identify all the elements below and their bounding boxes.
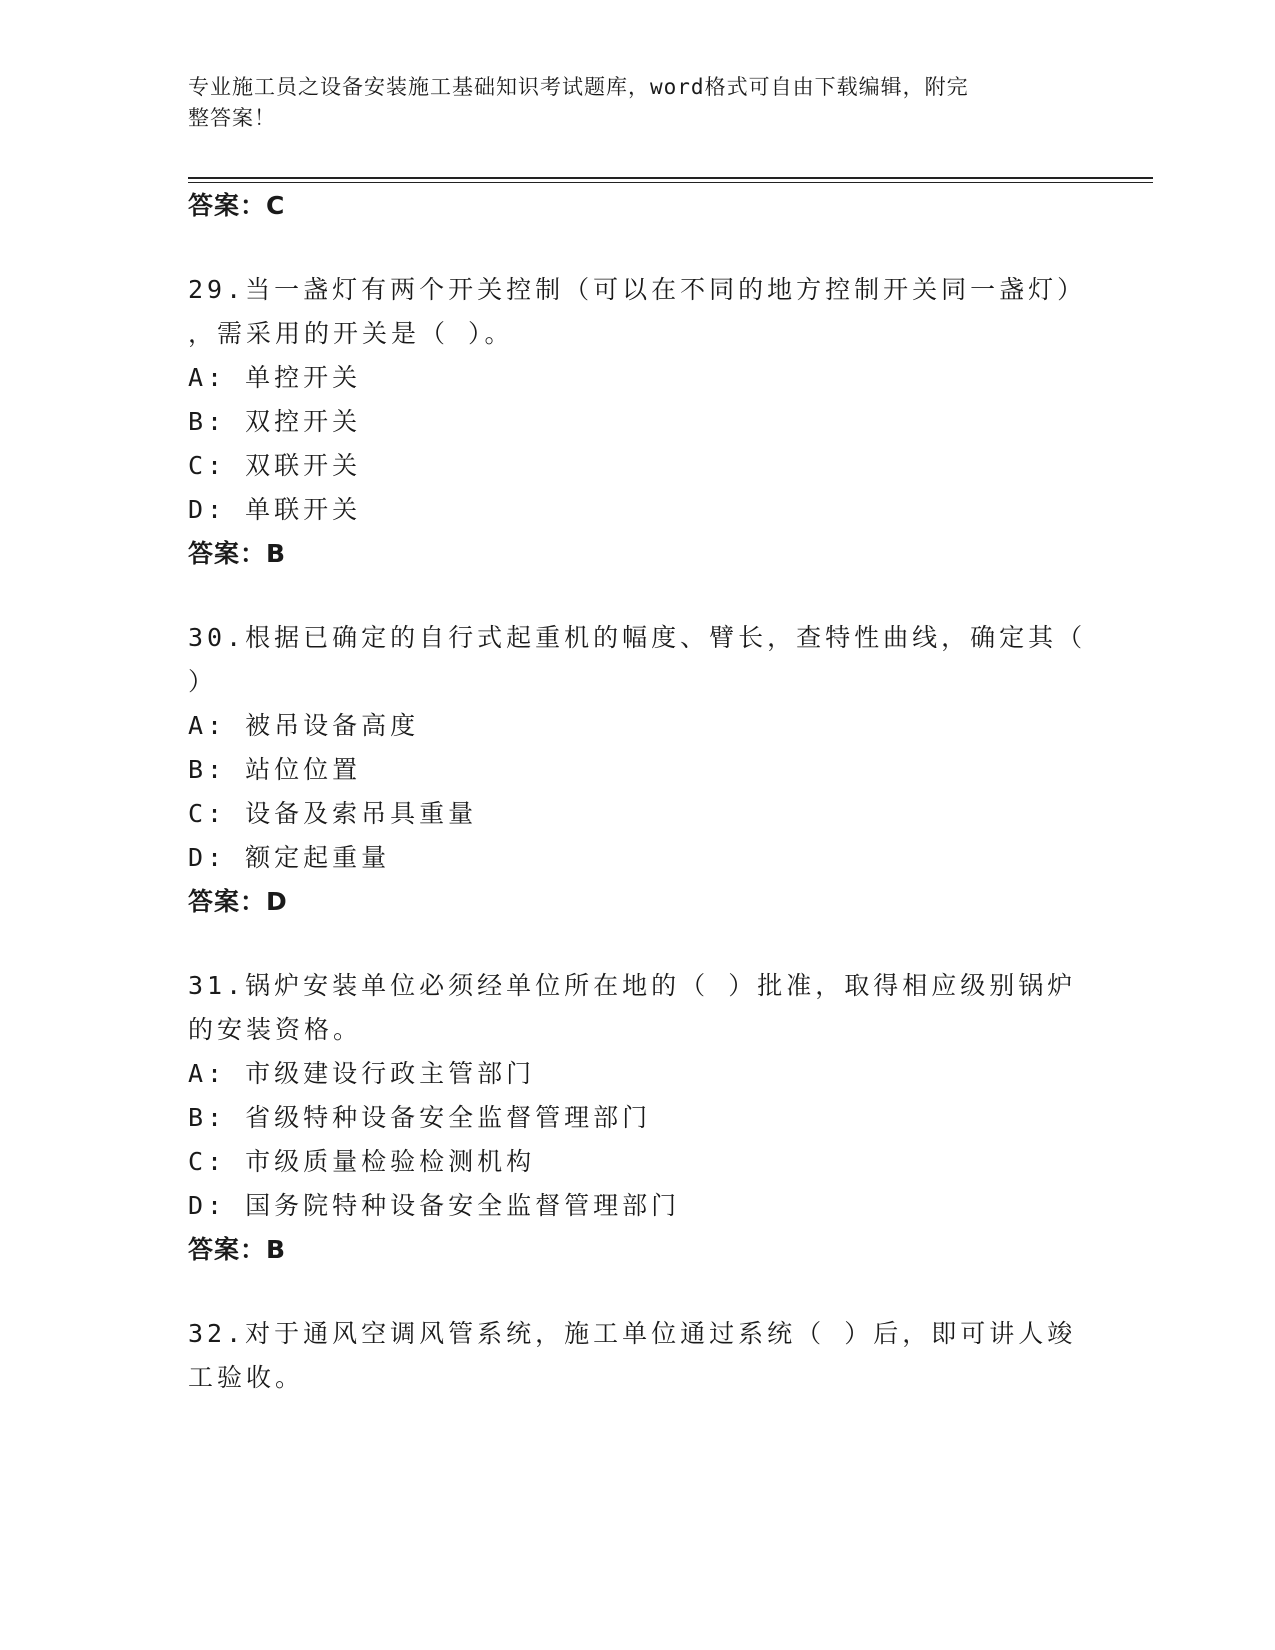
question-30-option-c: C: 设备及索吊具重量 [188, 799, 478, 828]
question-31-option-b: B: 省级特种设备安全监督管理部门 [188, 1103, 652, 1132]
question-29-answer: 答案：B [188, 539, 287, 568]
header-divider-thick [188, 177, 1153, 179]
question-31-stem-line-2: 的安装资格。 [188, 1015, 363, 1044]
header-divider-thin [188, 182, 1153, 183]
question-29-option-c: C: 双联开关 [188, 451, 362, 480]
question-31-stem-line-1: 31.锅炉安装单位必须经单位所在地的（ ）批准，取得相应级别锅炉 [188, 971, 1077, 1000]
question-29-option-b: B: 双控开关 [188, 407, 362, 436]
question-30-stem-line-2: ） [188, 667, 218, 696]
question-32-stem-line-1: 32.对于通风空调风管系统，施工单位通过系统（ ）后，即可讲人竣 [188, 1319, 1077, 1348]
question-29-option-a: A: 单控开关 [188, 363, 362, 392]
question-29-stem-line-2: ，需采用的开关是（ ）。 [188, 319, 514, 348]
question-32-stem-line-2: 工验收。 [188, 1363, 305, 1392]
question-31-option-c: C: 市级质量检验检测机构 [188, 1147, 536, 1176]
question-30-answer: 答案：D [188, 887, 288, 916]
answer-line-q28: 答案：C [188, 191, 286, 220]
question-30-option-d: D: 额定起重量 [188, 843, 391, 872]
question-31-option-d: D: 国务院特种设备安全监督管理部门 [188, 1191, 681, 1220]
document-header [188, 72, 1078, 134]
question-31-option-a: A: 市级建设行政主管部门 [188, 1059, 536, 1088]
question-30-option-b: B: 站位位置 [188, 755, 362, 784]
question-29-option-d: D: 单联开关 [188, 495, 362, 524]
header-line-1: 专业施工员之设备安装施工基础知识考试题库，word格式可自由下载编辑，附完 [188, 75, 969, 99]
header-line-2: 整答案！ [188, 106, 276, 130]
question-30-option-a: A: 被吊设备高度 [188, 711, 420, 740]
question-31-answer: 答案：B [188, 1235, 287, 1264]
question-29-stem-line-1: 29.当一盏灯有两个开关控制（可以在不同的地方控制开关同一盏灯） [188, 275, 1087, 304]
question-30-stem-line-1: 30.根据已确定的自行式起重机的幅度、臂长，查特性曲线，确定其（ [188, 623, 1087, 652]
